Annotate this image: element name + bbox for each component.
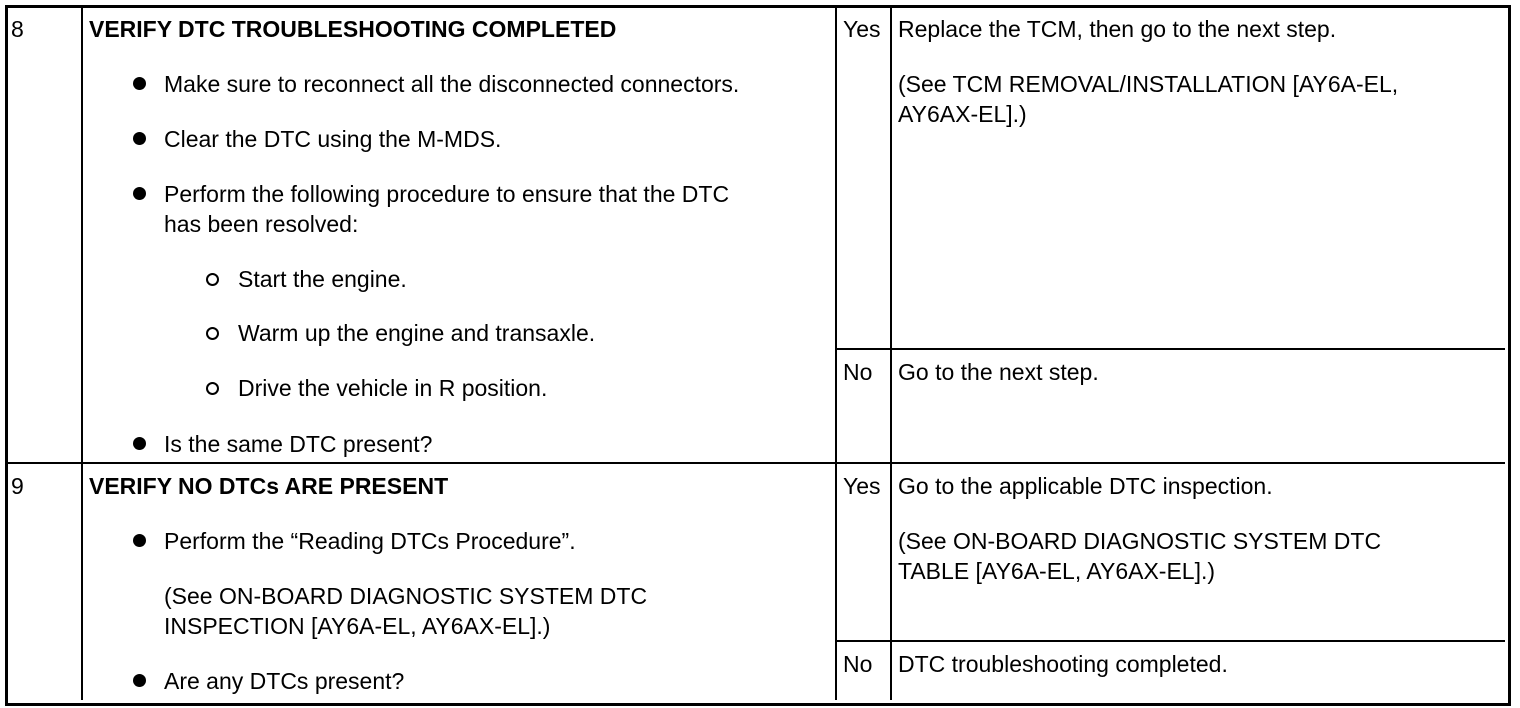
sub-bullet-icon	[206, 327, 219, 340]
yes-reference: (See ON-BOARD DIAGNOSTIC SYSTEM DTC	[898, 528, 1382, 554]
sub-bullet-text: Drive the vehicle in R position.	[238, 375, 548, 401]
no-action: Go to the next step.	[898, 359, 1099, 385]
bullet-reference-continued: INSPECTION [AY6A-EL, AY6AX-EL].)	[164, 613, 551, 639]
sub-bullet-icon	[206, 382, 219, 395]
question-text: Is the same DTC present?	[164, 431, 433, 457]
bullet-reference: (See ON-BOARD DIAGNOSTIC SYSTEM DTC	[164, 583, 648, 609]
yes-reference-continued: TABLE [AY6A-EL, AY6AX-EL].)	[898, 558, 1216, 584]
step-title: VERIFY NO DTCs ARE PRESENT	[89, 473, 449, 499]
bullet-text-continued: has been resolved:	[164, 211, 359, 237]
no-action: DTC troubleshooting completed.	[898, 651, 1228, 677]
yes-action: Go to the applicable DTC inspection.	[898, 473, 1273, 499]
bullet-icon	[133, 437, 146, 450]
yes-reference-continued: AY6AX-EL].)	[898, 101, 1027, 127]
row-divider-8-9	[8, 462, 1505, 464]
no-label: No	[843, 651, 873, 677]
yes-action: Replace the TCM, then go to the next step.	[898, 16, 1337, 42]
column-divider-action	[890, 8, 892, 700]
sub-bullet-icon	[206, 273, 219, 286]
step-number: 8	[11, 16, 24, 42]
bullet-icon	[133, 187, 146, 200]
row-divider-8-no	[837, 348, 1505, 350]
column-divider-step	[81, 8, 83, 700]
bullet-icon	[133, 77, 146, 90]
bullet-icon	[133, 132, 146, 145]
step-number: 9	[11, 473, 24, 499]
bullet-icon	[133, 534, 146, 547]
no-label: No	[843, 359, 873, 385]
sub-bullet-text: Start the engine.	[238, 266, 407, 292]
sub-bullet-text: Warm up the engine and transaxle.	[238, 320, 596, 346]
bullet-icon	[133, 674, 146, 687]
yes-label: Yes	[843, 473, 881, 499]
row-divider-9-no	[837, 640, 1505, 642]
bullet-text: Make sure to reconnect all the disconnected connectors.	[164, 71, 740, 97]
question-text: Are any DTCs present?	[164, 668, 405, 694]
bullet-text: Perform the “Reading DTCs Procedure”.	[164, 528, 576, 554]
step-title: VERIFY DTC TROUBLESHOOTING COMPLETED	[89, 16, 617, 42]
bullet-text: Clear the DTC using the M-MDS.	[164, 126, 502, 152]
yes-label: Yes	[843, 16, 881, 42]
column-divider-answer	[835, 8, 837, 700]
yes-reference: (See TCM REMOVAL/INSTALLATION [AY6A-EL,	[898, 71, 1399, 97]
bullet-text: Perform the following procedure to ensure that the DTC	[164, 181, 730, 207]
